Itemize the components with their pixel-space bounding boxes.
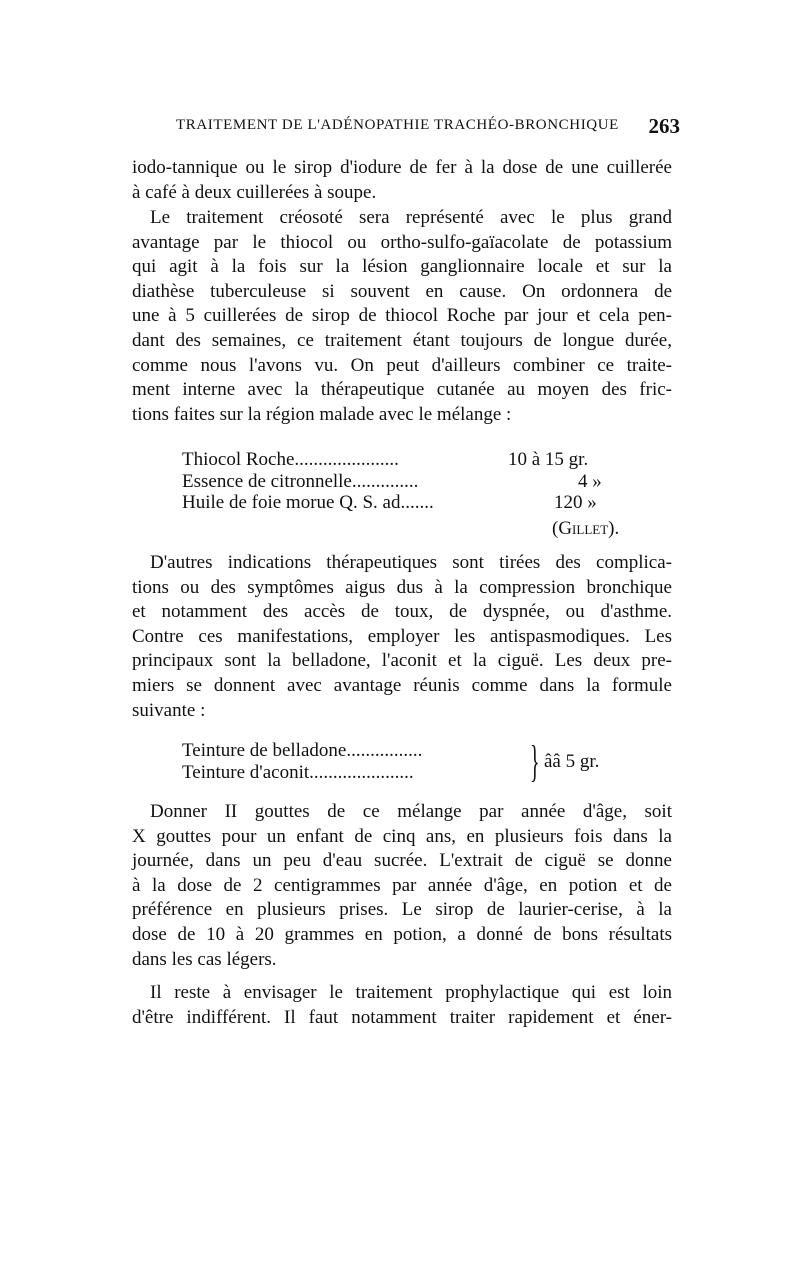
formula-thiocol bbox=[182, 449, 662, 539]
text-line: tions faites sur la région malade avec le mélange : bbox=[132, 403, 512, 425]
text-line: à café à deux cuillerées à soupe. bbox=[132, 181, 377, 203]
paragraph-2 bbox=[132, 206, 672, 427]
ingredient-quantity: 4 » bbox=[578, 470, 602, 492]
formula-belladone bbox=[182, 737, 662, 786]
text-line: d'être indifférent. Il faut notamment traiter rapidement et éner- bbox=[132, 1006, 672, 1028]
paragraph-4 bbox=[132, 800, 672, 972]
text-line: comme nous l'avons vu. On peut d'ailleurs combiner ce traite- bbox=[132, 354, 672, 376]
text-line: ment interne avec la thérapeutique cutanée au moyen des fric- bbox=[132, 379, 672, 401]
running-title: TRAITEMENT DE L'ADÉNOPATHIE TRACHÉO-BRONCHIQUE bbox=[176, 117, 619, 133]
ingredient-quantity: 120 » bbox=[554, 492, 597, 513]
paragraph-1 bbox=[132, 156, 672, 205]
text-line: suivante : bbox=[132, 699, 206, 721]
formula-attribution-row bbox=[182, 518, 662, 540]
text-line: tions ou des symptômes aigus dus à la compression bronchique bbox=[132, 576, 672, 598]
text-line: dant des semaines, ce traitement étant toujours de longue durée, bbox=[132, 329, 672, 351]
text-line: iodo-tannique ou le sirop d'iodure de fer à la dose de une cuillerée bbox=[132, 157, 672, 178]
ingredient-name: Huile de foie morue Q. S. ad....... bbox=[182, 492, 434, 513]
text-line: miers se donnent avec avantage réunis comme dans la formule bbox=[132, 674, 672, 696]
ingredient-name: Teinture de belladone................ bbox=[182, 740, 423, 761]
text-line: X gouttes pour un enfant de cinq ans, en plusieurs fois dans la bbox=[132, 825, 672, 847]
paragraph-5 bbox=[132, 981, 672, 1030]
text-line: une à 5 cuillerées de sirop de thiocol Roche par jour et cela pen- bbox=[132, 305, 672, 327]
ingredient-name: Essence de citronnelle.............. bbox=[182, 470, 419, 492]
text-line: préférence en plusieurs prises. Le sirop de laurier-cerise, à la bbox=[132, 899, 672, 921]
paragraph-3 bbox=[132, 551, 672, 723]
text-line: Contre ces manifestations, employer les antispasmodiques. Les bbox=[132, 625, 672, 647]
page-number: 263 bbox=[648, 114, 680, 138]
formula-attribution: (Gillet). bbox=[552, 517, 620, 539]
ingredient-quantity: ââ 5 gr. bbox=[544, 751, 600, 772]
text-line: dose de 10 à 20 grammes en potion, a donné de bons résultats bbox=[132, 923, 672, 945]
ingredient-name: Teinture d'aconit...................... bbox=[182, 761, 414, 783]
formula-row bbox=[182, 492, 662, 514]
formula-row bbox=[182, 471, 662, 493]
text-line: qui agit à la fois sur la lésion ganglionnaire locale et sur la bbox=[132, 256, 672, 278]
ingredient-name: Thiocol Roche...................... bbox=[182, 449, 399, 470]
text-line: journée, dans un peu d'eau sucrée. L'extrait de ciguë se donne bbox=[132, 850, 672, 872]
text-line: principaux sont la belladone, l'aconit et la ciguë. Les deux pre- bbox=[132, 650, 672, 672]
grouping-brace: } bbox=[530, 737, 540, 786]
text-line: et notamment des accès de toux, de dyspnée, ou d'asthme. bbox=[132, 601, 672, 623]
text-line: à la dose de 2 centigrammes par année d'âge, en potion et de bbox=[132, 874, 672, 896]
text-line: Le traitement créosoté sera représenté avec le plus grand bbox=[150, 207, 672, 228]
text-line: diathèse tuberculeuse si souvent en cause. On ordonnera de bbox=[132, 280, 672, 302]
text-line: Il reste à envisager le traitement prophylactique qui est loin bbox=[150, 982, 672, 1003]
text-line: avantage par le thiocol ou ortho-sulfo-gaïacolate de potassium bbox=[132, 231, 672, 253]
text-line: dans les cas légers. bbox=[132, 948, 277, 970]
formula-row bbox=[182, 449, 662, 471]
text-line: Donner II gouttes de ce mélange par année d'âge, soit bbox=[150, 801, 672, 822]
text-line: D'autres indications thérapeutiques sont tirées des complica- bbox=[150, 552, 672, 573]
ingredient-quantity: 10 à 15 gr. bbox=[508, 449, 589, 470]
running-header bbox=[176, 114, 680, 141]
